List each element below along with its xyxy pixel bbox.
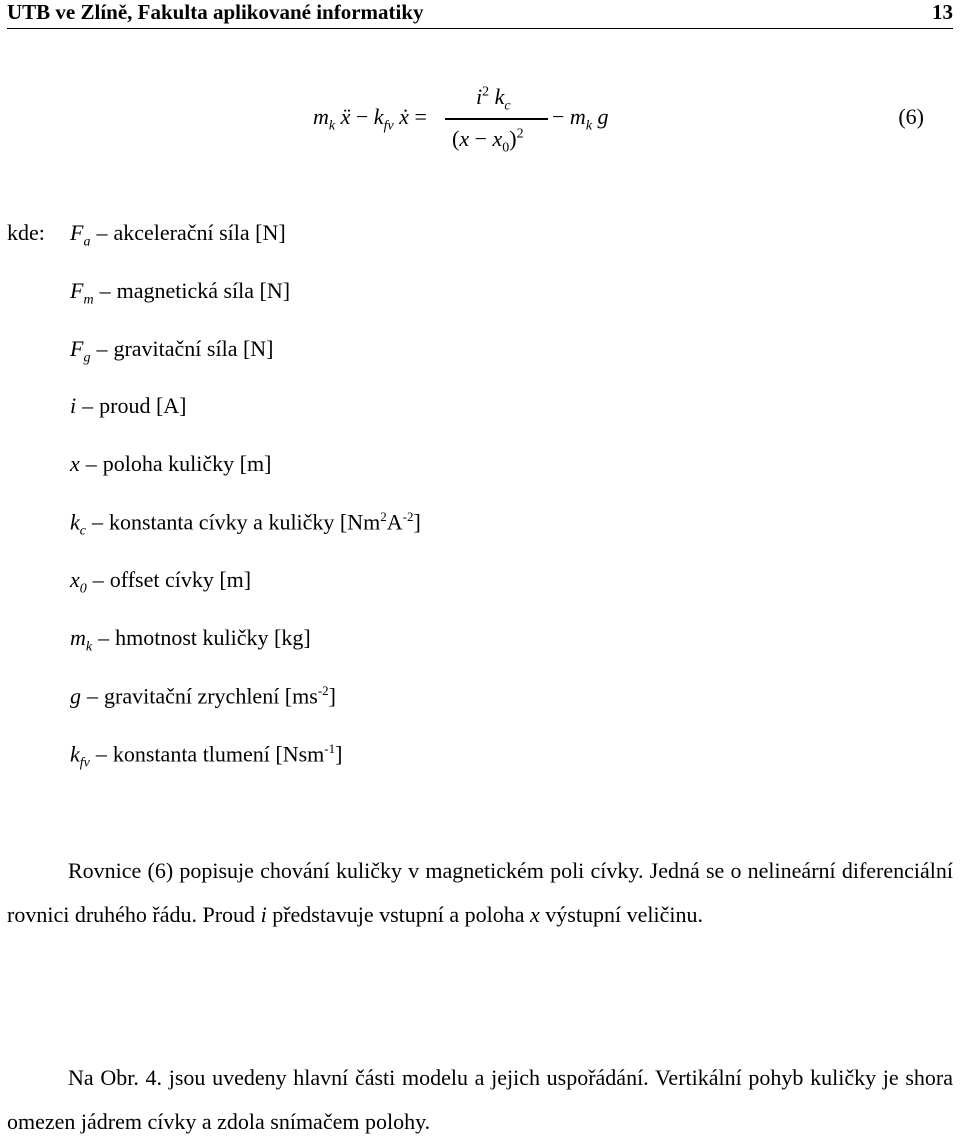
fraction-line	[445, 118, 548, 120]
paragraph-equation-description: Rovnice (6) popisuje chování kuličky v magnetickém poli cívky. Jedná se o nelineární diferenciální rovnici druhého řádu. Proud i představuje vstupní a poloha x výstupní veličinu.	[7, 858, 953, 927]
legend-item: $F_m$ – magnetická síla [N]	[70, 278, 291, 308]
equation-denominator: $(x - x_0)^2$	[452, 126, 524, 156]
legend-item: g – gravitační zrychlení $[ms^{-2}]$	[70, 683, 336, 709]
legend-item: $m_k$ – hmotnost kuličky [kg]	[70, 625, 311, 655]
legend-item: i – proud [A]	[70, 393, 187, 418]
equation-number: (6)	[898, 104, 924, 129]
equation-lhs: $m_k$ ẍ − $k_{fv}$ ẋ =	[313, 104, 427, 134]
legend-intro-row	[7, 220, 45, 246]
equation-numerator: $i^2$ $k_c$	[476, 84, 511, 114]
legend-item: $k_{fv}$ – konstanta tlumení [Nsm$^{-1}$]	[70, 741, 343, 771]
header-page-number: 13	[932, 0, 953, 24]
equation-rhs: − $m_k$ g	[552, 104, 609, 134]
legend-item: $F_a$ – akcelerační síla [N]	[70, 220, 286, 250]
legend-item: x – poloha kuličky [m]	[70, 451, 272, 476]
legend-item: $F_g$ – gravitační síla [N]	[70, 336, 274, 366]
legend-item: $x_0$ – offset cívky [m]	[70, 567, 252, 597]
paragraph-model-parts: Na Obr. 4. jsou uvedeny hlavní části modelu a jejich uspořádání. Vertikální pohyb kuličky je shora omezen jádrem cívky a zdola snímačem polohy.	[7, 1065, 953, 1134]
header-institution: UTB ve Zlíně, Fakulta aplikované informatiky	[7, 0, 424, 24]
legend-intro: kde:	[7, 220, 45, 245]
page-header	[7, 0, 953, 29]
equation-6	[0, 80, 960, 170]
legend-item: $k_c$ – konstanta cívky a kuličky $[Nm^2A^{-2}]$	[70, 509, 421, 539]
